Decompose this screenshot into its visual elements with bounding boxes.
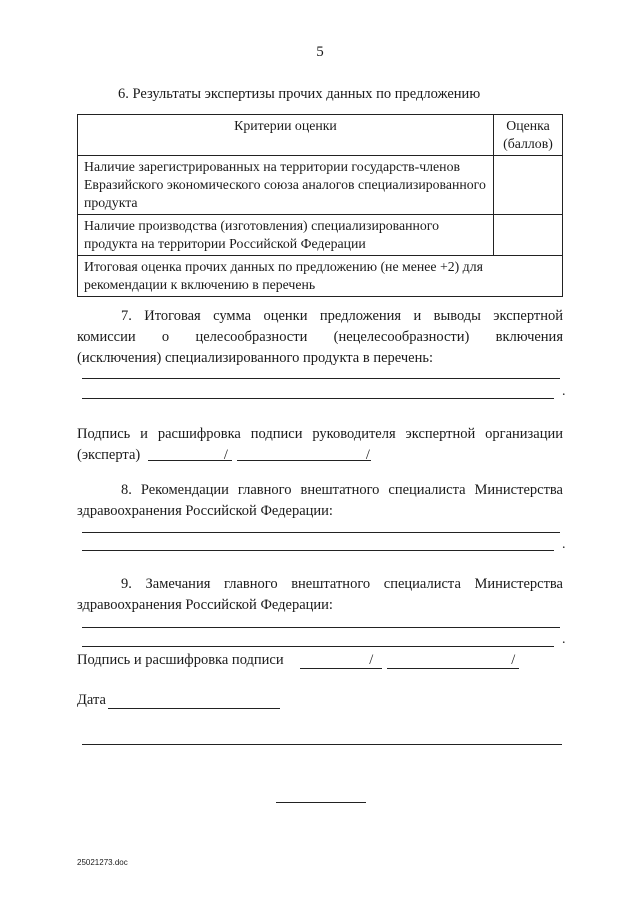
- signature-final-blank-1: [300, 668, 382, 669]
- section-9-line-1: 9. Замечания главного внештатного специалиста Министерства: [121, 576, 563, 592]
- footer-filename: 25021273.doc: [77, 858, 128, 867]
- signature-head-prefix: (эксперта): [77, 447, 141, 463]
- section-7-line-2: комиссии о целесообразности (нецелесообразности) включения: [77, 329, 563, 345]
- signature-head-line-1: Подпись и расшифровка подписи руководителя экспертной организации: [77, 426, 563, 442]
- criterion-cell: Наличие зарегистрированных на территории государств-членов Евразийского экономического союза аналогов специализированного продукта: [78, 156, 494, 215]
- table-total-row: [78, 256, 563, 297]
- table-header-row: [78, 115, 563, 156]
- separator: /: [365, 447, 370, 463]
- section-7-blank-line-1: [82, 378, 560, 379]
- section-8-text: [77, 480, 563, 522]
- end-dot: .: [562, 632, 566, 647]
- section-8-blank-line-1: [82, 532, 560, 533]
- signature-final-row: [77, 652, 515, 669]
- section-7-blank-line-2: [82, 398, 554, 399]
- separator: /: [369, 652, 374, 668]
- separator: /: [223, 447, 228, 463]
- section-9-text: [77, 574, 563, 616]
- section-9-blank-line-2: [82, 646, 554, 647]
- criterion-cell: Наличие производства (изготовления) специализированного продукта на территории Российской Федерации: [78, 215, 494, 256]
- signature-final-label: Подпись и расшифровка подписи: [77, 652, 284, 668]
- section-9-line-2: здравоохранения Российской Федерации:: [77, 597, 333, 613]
- date-label: Дата: [77, 692, 106, 708]
- section-8-line-1: 8. Рекомендации главного внештатного специалиста Министерства: [121, 482, 563, 498]
- signature-final-blank-2: [387, 668, 519, 669]
- section-6-title: 6. Результаты экспертизы прочих данных по предложению: [118, 86, 481, 102]
- table-row: [78, 215, 563, 256]
- blank-line: [82, 744, 562, 745]
- end-dot: .: [562, 384, 566, 399]
- score-cell: [494, 156, 563, 215]
- score-cell: [494, 215, 563, 256]
- header-score: Оценка (баллов): [494, 115, 563, 156]
- signature-head-blank-1: [148, 460, 232, 461]
- section-7-text: [77, 306, 563, 369]
- criteria-table: [77, 114, 563, 297]
- end-separator-line: [276, 802, 366, 803]
- signature-head-blank-2: [237, 460, 371, 461]
- signature-head-line-2: [77, 445, 563, 466]
- end-dot: .: [562, 537, 566, 552]
- separator: /: [511, 652, 516, 668]
- section-8-blank-line-2: [82, 550, 554, 551]
- section-7-line-3: (исключения) специализированного продукта в перечень:: [77, 350, 433, 366]
- table-row: [78, 156, 563, 215]
- date-blank-line: [108, 708, 280, 709]
- header-criteria: Критерии оценки: [78, 115, 494, 156]
- section-9-blank-line-1: [82, 627, 560, 628]
- total-cell: Итоговая оценка прочих данных по предложению (не менее +2) для рекомендации к включению в перечень: [78, 256, 563, 297]
- page-number: 5: [316, 44, 324, 60]
- section-8-line-2: здравоохранения Российской Федерации:: [77, 503, 333, 519]
- section-7-line-1: 7. Итоговая сумма оценки предложения и выводы экспертной: [121, 308, 563, 324]
